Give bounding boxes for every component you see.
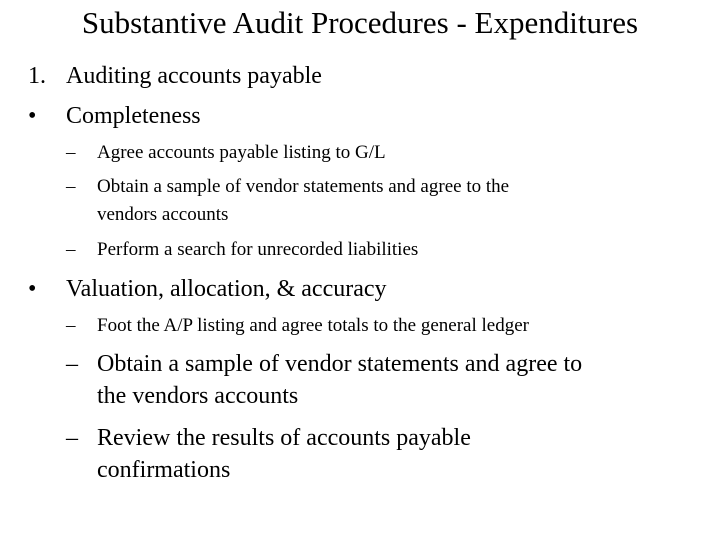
- slide-title: Substantive Audit Procedures - Expenditures: [81, 5, 639, 40]
- sub-item-unrecorded-liabilities: [66, 236, 696, 264]
- sub-item-text-line-1: Review the results of accounts payable: [97, 425, 471, 451]
- number-marker: 1.: [28, 63, 46, 89]
- sub-item-text-line-1: Obtain a sample of vendor statements and agree to: [97, 351, 583, 377]
- sub-item-text-line-2: confirmations: [97, 457, 231, 483]
- bullet-marker: •: [28, 103, 37, 129]
- sub-item-confirmations: [66, 422, 696, 486]
- list-item-valuation: [28, 275, 708, 303]
- sub-item-text-line-2: the vendors accounts: [97, 383, 299, 409]
- sub-item-vendor-statements: [66, 173, 696, 229]
- dash-marker: –: [66, 176, 76, 197]
- sub-item-text: Agree accounts payable listing to G/L: [97, 142, 386, 163]
- dash-marker: –: [66, 351, 78, 377]
- dash-marker: –: [66, 315, 76, 336]
- sub-item-text: Perform a search for unrecorded liabilities: [97, 239, 419, 260]
- bullet-marker: •: [28, 276, 37, 302]
- list-item-text: Valuation, allocation, & accuracy: [66, 276, 387, 302]
- sub-item-foot-listing: [66, 312, 696, 340]
- dash-marker: –: [66, 425, 78, 451]
- list-item-text: Auditing accounts payable: [66, 63, 322, 89]
- list-item-auditing-accounts-payable: [28, 62, 708, 90]
- sub-item-text-line-1: Obtain a sample of vendor statements and agree to the: [97, 176, 510, 197]
- sub-item-agree-listing: [66, 139, 696, 167]
- dash-marker: –: [66, 142, 76, 163]
- sub-item-text-line-2: vendors accounts: [97, 204, 229, 225]
- list-item-text: Completeness: [66, 103, 201, 129]
- dash-marker: –: [66, 239, 76, 260]
- sub-item-text: Foot the A/P listing and agree totals to the general ledger: [97, 315, 529, 336]
- sub-item-vendor-statements-large: [66, 348, 696, 412]
- list-item-completeness: [28, 102, 708, 130]
